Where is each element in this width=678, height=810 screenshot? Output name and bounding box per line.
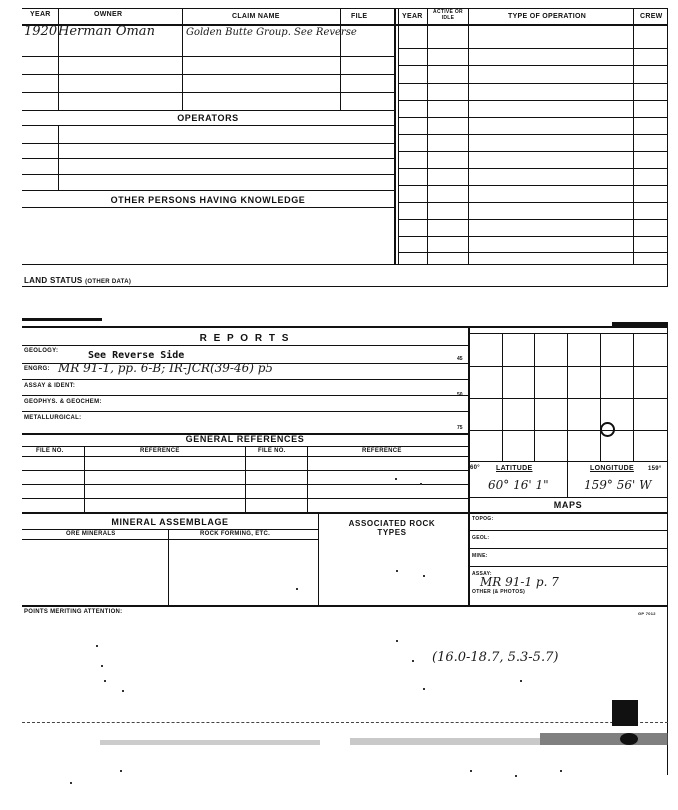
land-status-sub-label: (OTHER DATA) [85,279,132,285]
associated-rock-types-heading: ASSOCIATED ROCK TYPES [348,519,436,537]
speck [101,665,103,667]
header-crew: CREW [640,13,663,20]
coordinates-note: (16.0-18.7, 5.3-5.7) [432,650,559,665]
rule [318,512,319,605]
rule [22,125,394,126]
latitude-value: 60° 16' 1" [488,478,549,492]
rule [427,8,428,264]
rule [22,143,394,144]
mine-label: MINE: [472,553,488,559]
maps-heading: MAPS [553,500,583,510]
rule [398,219,668,220]
rule [468,512,668,514]
grid-line [468,398,668,399]
torn-edge [22,318,102,321]
speck [515,775,517,777]
grid-line [468,430,668,431]
rule [22,605,668,607]
geophys-label: GEOPHYS. & GEOCHEM: [24,399,102,405]
rule [58,125,59,190]
rule [468,8,469,264]
geol-label: GEOL: [472,535,490,541]
engrg-label: ENGRG: [24,366,50,372]
longitude-value: 159° 56' W [584,478,652,492]
speck [396,570,398,572]
rule [398,185,668,186]
rule [22,722,668,723]
margin-number: 75 [457,425,463,431]
rule [22,529,318,530]
rule [398,134,668,135]
land-status-heading [24,276,131,285]
rule [22,174,394,175]
scan-noise [620,733,638,745]
rule [398,151,668,152]
engrg-value: MR 91-1, pp. 6-B; IR-JCR(39-46) p5 [58,361,274,375]
assay-map-value: MR 91-1 p. 7 [480,575,559,589]
other-photos-label: OTHER (& PHOTOS) [472,589,526,595]
grid-line [468,366,668,367]
header-year: YEAR [30,11,51,18]
header-claim-name: CLAIM NAME [232,13,280,20]
rule [633,8,634,264]
rule [22,411,468,412]
ref-col-file-no: FILE NO. [36,448,64,454]
rule [22,395,468,396]
ref-col-reference: REFERENCE [140,448,180,454]
header-active-or-idle: ACTIVE OR IDLE [433,9,463,21]
header-file: FILE [351,13,368,20]
longitude-label: LONGITUDE [590,465,634,472]
rule [22,539,318,540]
general-references-heading: GENERAL REFERENCES [185,434,305,444]
topog-label: TOPOG: [472,516,494,522]
rule [84,446,85,512]
speck [70,782,72,784]
rule [398,100,668,101]
assay-ident-label: ASSAY & IDENT: [24,383,76,389]
operators-heading: OPERATORS [177,113,239,123]
speck [296,588,298,590]
rule [22,207,394,208]
rule [22,56,394,57]
rule [468,548,668,549]
rule [245,446,246,512]
ore-minerals-label: ORE MINERALS [66,531,116,537]
rock-forming-label: ROCK FORMING, ETC. [200,531,271,537]
speck [122,690,124,692]
speck [396,640,398,642]
rule [398,65,668,66]
rule [22,512,468,514]
metallurgical-label: METALLURGICAL: [24,415,82,421]
rule [22,286,668,287]
entry-owner: Herman Oman [58,24,155,39]
ref-col-reference-2: REFERENCE [362,448,402,454]
rule [22,110,394,111]
rule [22,74,394,75]
rule [394,8,396,264]
grid-line [600,333,601,461]
form-code: GP 7012 [638,611,656,616]
land-status-label: LAND STATUS [24,276,83,285]
speck [423,688,425,690]
rule [22,379,468,380]
geology-value: See Reverse Side [88,350,185,361]
scan-noise [350,738,540,745]
grid-line [567,333,568,461]
rule [398,202,668,203]
rule [398,252,668,253]
rule [468,566,668,567]
rule [22,345,468,346]
speck [470,770,472,772]
points-meriting-attention-label: POINTS MERITING ATTENTION: [24,609,123,615]
rule [398,8,399,264]
rule [398,168,668,169]
reports-heading: R E P O R T S [199,333,291,344]
grid-line [633,333,634,461]
header-type-of-operation: TYPE OF OPERATION [508,13,587,20]
rule [182,8,183,110]
latitude-label: LATITUDE [496,465,533,472]
rule [307,446,308,512]
scan-noise [100,740,320,745]
margin-number: 45 [457,356,463,362]
speck [96,645,98,647]
scan-noise [540,733,668,745]
ref-col-file-no-2: FILE NO. [258,448,286,454]
rule [667,605,668,775]
speck [412,660,414,662]
speck [420,483,422,485]
rule [398,236,668,237]
speck [104,680,106,682]
grid-line [468,333,668,334]
rule [468,530,668,531]
rule [398,48,668,49]
lat-prefix: 60° [470,465,480,471]
other-persons-heading: OTHER PERSONS HAVING KNOWLEDGE [110,195,306,205]
margin-number: 50 [457,392,463,398]
speck [423,575,425,577]
rule [340,8,341,110]
rule [22,190,394,191]
entry-year: 1920 [24,24,58,39]
rule [22,8,668,9]
rule [567,461,568,497]
grid-line [502,333,503,461]
entry-claim-name: Golden Butte Group. See Reverse [186,27,357,38]
rule [398,83,668,84]
lon-suffix: 159° [648,466,662,472]
rule [22,264,668,265]
geology-label: GEOLOGY: [24,348,59,354]
header-owner: OWNER [94,11,123,18]
header-year-right: YEAR [402,13,423,20]
rule [168,529,169,605]
grid-line [468,461,668,462]
mineral-assemblage-heading: MINERAL ASSEMBLAGE [111,517,229,527]
rule [22,326,668,328]
grid-line [534,333,535,461]
rule [22,158,394,159]
speck [395,478,397,480]
registration-mark-icon [612,700,638,726]
speck [120,770,122,772]
speck [560,770,562,772]
rule [22,92,394,93]
rule [667,326,668,606]
assay-map-label: ASSAY: [472,571,492,577]
rule [667,8,668,286]
speck [520,680,522,682]
location-marker-icon [600,422,615,437]
rule [398,117,668,118]
rule [468,497,668,498]
